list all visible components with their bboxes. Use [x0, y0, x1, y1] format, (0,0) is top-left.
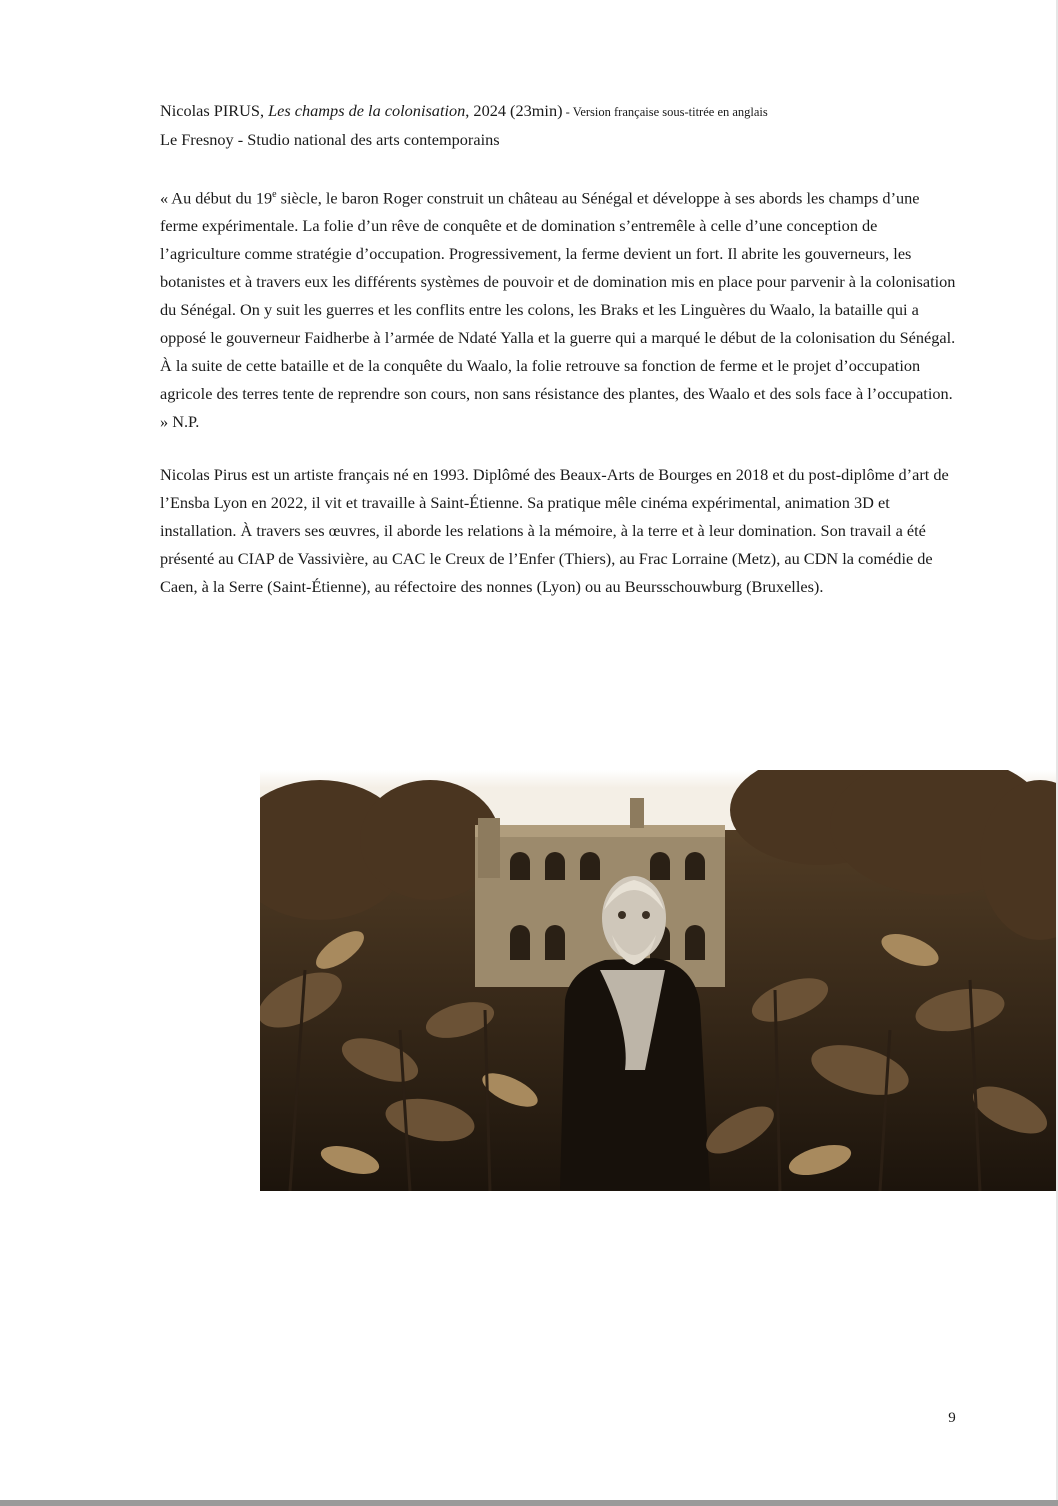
- artist-name: Nicolas PIRUS,: [160, 101, 265, 120]
- quote-opening: « Au début du 19: [160, 188, 273, 208]
- film-still-illustration: [260, 770, 1058, 1191]
- quote-superscript: e: [272, 189, 277, 200]
- film-still-image: [260, 770, 1058, 1191]
- institution: Le Fresnoy - Studio national des arts contemporains: [160, 130, 500, 149]
- page-number: 9: [948, 1410, 956, 1426]
- film-credit: [160, 97, 960, 154]
- film-year-duration: , 2024 (23min): [465, 101, 563, 120]
- film-synopsis-quote: [160, 181, 960, 436]
- chateau-building: [475, 798, 725, 987]
- artist-biography: [160, 461, 960, 601]
- credit-line: [160, 97, 960, 126]
- bio-text: Nicolas Pirus est un artiste français né en 1993. Diplômé des Beaux-Arts de Bourges en 2018 et du post-diplôme d’art de l’Ensba Lyon en 2022, il vit et travaille à Saint-Étienne. Sa pratique mêle cinéma expérimental, animation 3D et installation. À travers ses œuvres, il aborde les relations à la mémoire, à la terre et à leur domination. Son travail a été présenté au CIAP de Vassivière, au CAC le Creux de l’Enfer (Thiers), au Frac Lorraine (Metz), au CDN la comédie de Caen, à la Serre (Saint-Étienne), au réfectoire des nonnes (Lyon) ou au Beursschouwburg (Bruxelles).: [160, 465, 949, 596]
- film-title: Les champs de la colonisation: [268, 101, 466, 120]
- quote-text: siècle, le baron Roger construit un château au Sénégal et développe à ses abords les champs d’une ferme expérimentale. La folie d’un rêve de conquête et de domination s’entremêle à celle d’une conception de l’agriculture comme stratégie d’occupation. Progressivement, la ferme devient un fort. Il abrite les gouverneurs, les botanistes et à travers eux les différents systèmes de pouvoir et de domination mis en place pour parvenir à la colonisation du Sénégal. On y suit les guerres et les conflits entre les colons, les Braks et les Linguères du Waalo, la bataille qui a opposé le gouverneur Faidherbe à l’armée de Ndaté Yalla et la guerre qui a marqué le début de la colonisation du Sénégal. À la suite de cette bataille et de la conquête du Waalo, la folie retrouve sa fonction de ferme et le projet d’occupation agricole des terres tente de reprendre son cours, non sans résistance des plantes, des Waalo et des sols face à l’occupation. » N.P.: [160, 188, 956, 432]
- version-note: - Version française sous-titrée en anglais: [562, 105, 768, 119]
- viewer-bottom-bar: [0, 1500, 1058, 1506]
